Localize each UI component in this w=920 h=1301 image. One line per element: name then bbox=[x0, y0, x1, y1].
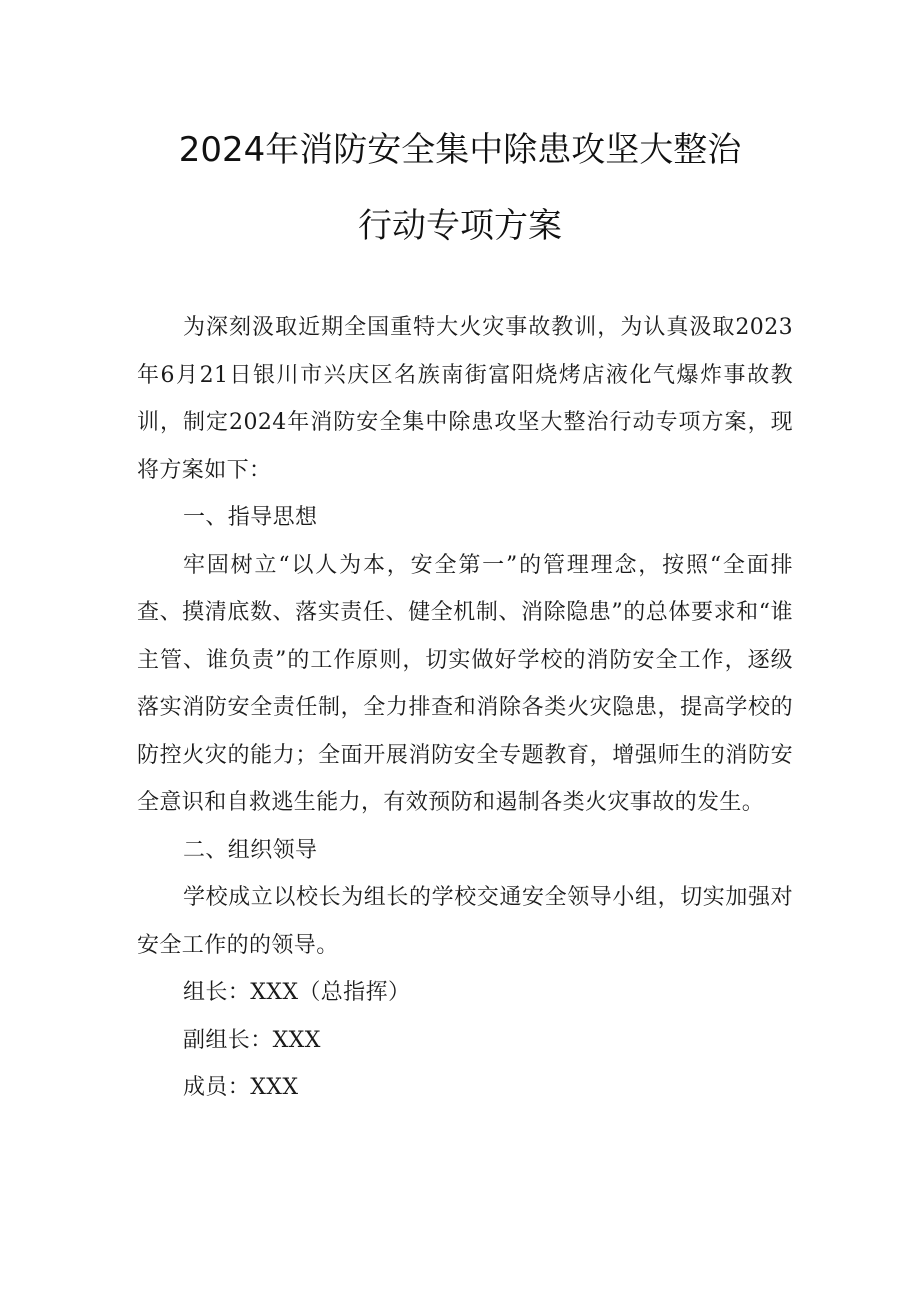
section-heading-guiding-ideology: 一、指导思想 bbox=[183, 505, 318, 530]
section-paragraph-guiding-ideology: 牢固树立“以人为本，安全第一”的管理理念，按照“全面排查、摸清底数、落实责任、健全机制、消除隐患”的总体要求和“谁主管、谁负责”的工作原则，切实做好学校的消防安全工作，逐级落实消防安全责任制，全力排查和消除各类火灾隐患，提高学校的防控火灾的能力；全面开展消防安全专题教育，增强师生的消防安全意识和自救逃生能力，有效预防和遏制各类火灾事故的发生。 bbox=[137, 552, 793, 815]
document-title-line-1: 2024年消防安全集中除患攻坚大整治 bbox=[178, 130, 742, 170]
deputy-leader-line: 副组长：XXX bbox=[183, 1027, 321, 1053]
intro-paragraph: 为深刻汲取近期全国重特大火灾事故教训，为认真汲取2023年6月21日银川市兴庆区名族南街富阳烧烤店液化气爆炸事故教训，制定2024年消防安全集中除患攻坚大整治行动专项方案，现将方案如下： bbox=[137, 315, 793, 483]
section-heading-organization: 二、组织领导 bbox=[183, 837, 318, 863]
section-paragraph-organization: 学校成立以校长为组长的学校交通安全领导小组，切实加强对安全工作的的领导。 bbox=[137, 885, 793, 958]
document-title-line-2: 行动专项方案 bbox=[358, 206, 562, 246]
document-body bbox=[137, 304, 793, 1112]
leader-line: 组长：XXX（总指挥） bbox=[183, 980, 411, 1005]
members-line: 成员：XXX bbox=[183, 1075, 299, 1100]
